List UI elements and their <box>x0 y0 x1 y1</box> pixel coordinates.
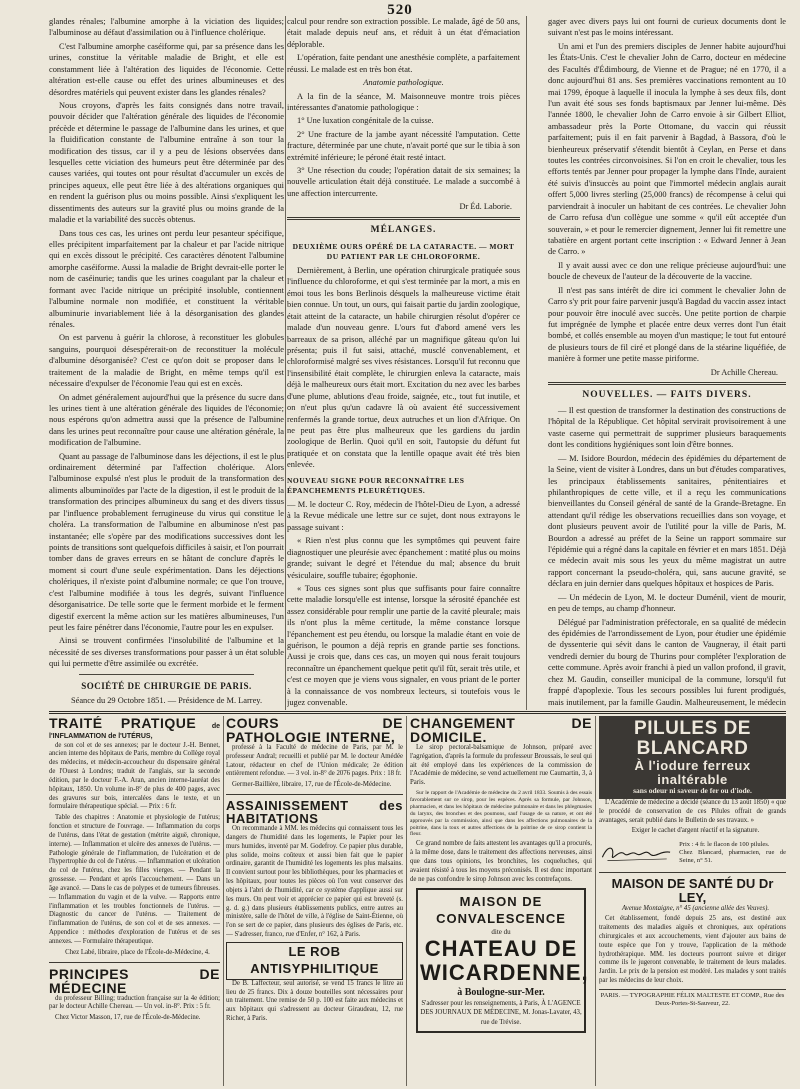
section-title: MÉLANGES. <box>370 224 437 235</box>
paragraph: Chez Victor Masson, 17, rue de l'École-de-Médecine. <box>55 1014 201 1022</box>
paragraph: 2° Une fracture de la jambe ayant nécessité l'amputation. Cette fracture, déterminée par une chute, n'avait porté que sur le tibia à son extrémité inférieure; le péroné était resté intact. <box>287 129 520 162</box>
price-block <box>679 841 786 866</box>
signature-text: Dr Achille Chereau. <box>710 367 778 377</box>
paragraph: Dans tous ces cas, les urines ont perdu leur pesanteur spécifique, elles précipitent imparfaitement par la chaleur et par l'acide nitrique qui en excès dissout le précipité. Ces caractères dénotent l'albumine amorphe caséiforme. Aussi la maladie de Bright devrait-elle porter le nom de caséinurie; tandis que les urines coagulant par la chaleur et formant avec l'acide nitrique un précipité insoluble, contiennent l'albumine normale non modifiée, et constituent la véritable albuminurie invariablement liée à la désorganisation des glandes rénales. <box>49 228 284 329</box>
price-text: Prix : 4 fr. le flacon de 100 pilules. <box>679 840 770 848</box>
paragraph: Dernièrement, à Berlin, une opération chirurgicale pratiquée sous l'influence du chloroforme, et qui s'est terminée par la mort, a mis en émoi tous les bons Berlinois désquels la malheureuse victime était bien connue. Un tout, un ours, qui faisait partie du jardin zoologique, était atteint de la cataracte, un habile chirurgien résolut d'opérer ce malade d'un nouveau genre. L'ours fut d'abord amené vers les barreaux de sa prison, alléché par un magnifique gâteau qu'on lui présenta; puis il fut saisi, attaché, musclé convenablement, et chloroformisé malgré ses vives résistances. Lorsqu'il fut reconnu que l'insensibilité était complète, le chirurgien enleva la cataracte, mais déjà le malheureux ours était mort. Excitation du nez avec les barbes d'une plume, ablutions d'eau froide, saignée, etc., tout fut inutile, et on n'eut plus qu'un cadavre là où avaient été successivement renfermés la grande tortue, deux autruches et un lion d'Afrique. On ne peut pas être plus malheureux que les gardiens du jardin zoologique de Berlin. Quoi qu'il en soit, l'autopsie du défunt fut pratiquée et on constata que la lentille opaque avait été très bien enlevée. <box>287 266 520 470</box>
paragraph: — Un médecin de Lyon, M. le docteur Duménil, vient de mourir, en peu de temps, au champ d'honneur. <box>548 592 786 614</box>
page-number: 520 <box>387 2 413 18</box>
column-rule <box>223 716 224 1086</box>
paragraph: Un ami et l'un des premiers disciples de Jenner habite aujourd'hui les États-Unis. C'est le chevalier John de Carro, docteur en médecine des Facultés d'Édimbourg, de Vienne et de Prague; né en 1770, il a donc aujourd'hui 81 ans. Ses premières vaccinations remontent au 10 mai 1799, époque à laquelle il inocula la lymphe à ses deux fils, dont l'un avait été sous ses fonds baptismaux par Jenner lui-même. Dès l'année 1800, le chevalier John de Carro envoie à sir Gilbert Elliot, ambassadeur près la Porte Ottomane, du vaccin qui réussit parfaitement; puis il en fait parvenir à Bagdad, à Bassora, d'où le bienheureux préservatif s'étendit bientôt à Ceylan, en Perse et dans toutes les contrées circonvoisines. Si l'on en croit le chevalier, tous les efforts tentés par Jenner pour propager la lymphe dans l'Inde, auraient été suivis d'insuccès au point que l'immortel médecin anglais aurait offert 5,000 livres sterling (25,000 francs) de récompense à celui qui parviendrait à inoculer un habitant de ces contrées. Le chevalier John de Carro refusa d'un collègue une somme « qu'il eût acceptée d'un souverain, » et pour le remercier dignement, Jenner lui fit remettre une tabatière en argent portant cette inscription : « Edward Jenner à Jean de Carro. » <box>548 41 786 257</box>
section-title: SOCIÉTÉ DE CHIRURGIE DE PARIS. <box>81 680 252 691</box>
paragraph: De B. Laffecteur, seul autorisé, se vend 15 francs le litre au lieu de 25 francs. Dix à douze bouteilles sont nécessaires pour un traitement. Une remise de 50 p. 100 est faite aux médecins et aux hôpitaux qui s'adressent au docteur Giraudeau, 12, rue Richer, à Paris. <box>226 979 403 1022</box>
ad-title: CHANGEMENT DE DOMICILE. <box>410 716 592 745</box>
ad-title-row <box>49 716 220 742</box>
ad-box-line: à Boulogne-sur-Mer. <box>457 986 545 998</box>
paragraph: Table des chapitres : Anatomie et physiologie de l'utérus; fonction et structure de l'ouvrage. — Inflammation du corps de l'utérus, dans l'état de gestation (métrite aiguë, chronique, interne). — Inflammation et ulcère des annexes de l'utérus. — Pathologie générale de l'inflammation, de l'ulcération et de l'hypertrophie du col de l'utérus. — Inflammation et ulcération du col de l'utérus, chez les filles vierges. — Pendant la grossesse. — Pendant et après l'accouchement. — Dans un âge avancé. — Dans le cas de polypes et de tumeurs fibreuses. — Inflammation du vagin et de la vulve. — Rapports entre l'inflammation et les troubles fonctionnels de l'utérus. — Diagnostic du cancer de l'utérus. — Traitement de l'inflammation de l'utérus, de son col et de ses annexes. — Appendice : méthodes d'exploration de l'utérus et de ses annexes. — Formulaire thérapeutique. <box>49 814 220 945</box>
paragraph: Le sirop pectoral-balsamique de Johnson, préparé avec l'agrégation, d'après la formule du professeur Broussais, le seul qui ait été employé dans les expériences de la commission de l'Académie de médecine, se vend actuellement rue Caumartin, 3, à Paris. <box>410 744 592 787</box>
ad-headline: À l'iodure ferreux inaltérable <box>634 757 751 787</box>
separator <box>226 794 403 795</box>
paragraph: L'Académie de médecine a décidé (séance du 13 août 1850) « que le procédé de conservation de ces Pilules offrait de grands avantages, serait publié dans le Bulletin de ses travaux. » <box>599 798 786 824</box>
paragraph: A la fin de la séance, M. Maisonneuve montre trois pièces intéressantes d'anatomie pathologique : <box>287 91 520 112</box>
paragraph: Il n'est pas sans intérêt de dire ici comment le chevalier John de Carro s'y prit pour faire parvenir jusqu'à Bagdad du vaccin assez intact pour pouvoir être inoculé avec succès. Une petite portion de charpie fut imprégnée de lymphe et placée entre deux verres dont l'un était bombé, et collés ensemble au moyen d'un mastique; le tout fut entouré de plusieurs tours de fil ciré et plongé dans de la stéarine liquéfiée, de manière à former une petite masse piriforme. <box>548 285 786 364</box>
paragraph: Quant au passage de l'albuminose dans les déjections, il est le plus ordinairement déterminé par l'affection cholérique. Alors l'albuminose expulsé n'est plus le produit de la transformation des aliments albuminoïdes par l'acte de la digestion, il est le produit de la transformation des principes albumineux du sang et des divers tissus par l'influence probablement ferrugineuse du virus qui constitue le choléra. La transformation de l'albumine en albuminose n'est pas instantanée; elle s'opère par des modifications successives dont les points de transitions sont quelquefois difficiles à saisir, et l'on pourrait tomber dans de graves erreurs en se hâtant de conclure d'après le moment si court d'une seule expérimentation. Dans les déjections cholériques, il n'existe point d'albumine normale; ce que l'on trouve, c'est l'albumine modifiée à tous les degrés, suivant l'influence désorganisatrice. De telle sorte que le ferment morbide et le ferment digestif exercent la même action sur les matières albumineuses, l'un peut les faire pénétrer dans l'économie, l'autre pour les en expulser. <box>49 451 284 632</box>
signature-text: Dr Éd. Laborie. <box>459 202 512 212</box>
paragraph: Ainsi se trouvent confirmées l'insolubilité de l'albumine et la nécessité de ses diverses transformations pour passer à un état soluble qui lui permette d'être assimilée ou excrétée. <box>49 636 284 669</box>
column-rule <box>526 16 527 710</box>
paragraph: Délégué par l'administration préfectorale, en sa qualité de médecin des épidémies de l'arrondissement de Lyon, pour étudier une épidémie de dyssenterie qui sévit dans le canton de Vaugneray, il était parti vendredi dernier du bourg de Thurins pour compléter l'exploration de cette commune. Après avoir franchi à pied un vallon profond, il gravit, chez M. Gaudin, conseiller municipal de la commune, lorsqu'il fut frappé d'apoplexie. Tous les secours possibles lui furent prodigués, mais inutilement, par la famille Gaudin. Malheureusement, le médecin <box>548 617 786 707</box>
paragraph: — M. Isidore Bourdon, médecin des épidémies du département de la Seine, vient de visiter à Londres, dans un but d'études comparatives, les principaux établissements sanitaires, pénitentiaires et philanthropiques de cette ville, et il a reçu les communications bienveillantes du Conseil général de santé de la Grande-Bretagne. En attendant qu'il rédige les observations recueillies dans son voyage, et dont plusieurs peuvent avoir de l'utilité pour la ville de Paris, M. Bourdon a adressé au préfet de la Seine un rapport sommaire sur l'épidémie qui a régné dans la capitale en février et en mars 1851. Déjà ce médecin avait mis sous les yeux du même magistrat un autre rapport concernant la pseudo-choléra, qui, sans aucune gravité, se déclara en juin dernier dans quelques hôpitaux et hospices de Paris. <box>548 453 786 589</box>
separator <box>49 962 220 963</box>
ad-title: PRINCIPES DE MÉDECINE <box>49 965 220 996</box>
column-rule <box>595 716 596 1086</box>
separator <box>599 872 786 873</box>
section-subtitle: Séance du 29 Octobre 1851. — Présidence de M. Larrey. <box>70 695 263 705</box>
ad-address: Avenue Montaigne, n° 45 (ancienne allée des Veuves). <box>621 904 770 912</box>
ad-subtitle: sans odeur ni saveur de fer ou d'iode. <box>633 786 752 796</box>
paragraph: calcul pour rendre son extraction possible. Le malade, âgé de 50 ans, était malade depuis neuf ans, et réduit à un état d'émaciation déplorable. <box>287 17 520 49</box>
paragraph: On est parvenu à guérir la chlorose, à reconstituer les globules sanguins, pourquoi désespérerait-on de reconstituer la molécule d'albumine désorganisée? C'est ce qu'on doit se proposer dans le traitement de la maladie de Bright, en même temps qu'il est nécessaire d'expulser de l'économie l'eau qui est en excès. <box>49 333 284 389</box>
separator <box>79 674 254 675</box>
ad-title: TRAITÉ PRATIQUE <box>49 716 197 731</box>
separator <box>287 217 520 220</box>
column-2 <box>287 16 520 708</box>
paragraph: — Il est question de transformer la destination des constructions de l'hôpital de la République. Cet hôpital servirait provisoirement à une vaste caserne qui permettrait de supprimer plusieurs baraquements dont les conditions hygiéniques sont loin d'être bonnes. <box>548 405 786 450</box>
paragraph: On recommande à MM. les médecins qui connaissent tous les dangers de l'humidité dans les logements, le Papier pour les murs humides, inventé par M. Godefroy. Ce papier plus durable, plus solide, moins coûteux et aussi bien fait que le papier ordinaire, garantit de l'humidité les logements les plus malsains. Il convient surtout pour les bibliothèques, pour les pharmacies et les hôpitaux, pour toutes les pièces où l'on veut conserver des objets à l'abri de l'humidité, car ce système d'applique aussi sur les murs. On peut voir et apprécier ce papier qui est breveté (s. g. d. g.) dans plusieurs établissements publics, entre autres au ministère, salle de l'hôtel de ville, à l'église de Saint-Étienne, où l'on se sert de ce papier, dans plusieurs des églises de Paris, etc. — S'adresser, franco, rue d'Enfer, n° 162, à Paris. <box>226 825 403 939</box>
paragraph: du professeur Billing; traduction française sur la 4e édition; par le docteur Achille Chereau. — Un vol. in-8°. Prix : 5 fr. <box>49 994 220 1011</box>
paragraph: C'est l'albumine amorphe caséiforme qui, par sa présence dans les urines, constitue la véritable maladie de Bright, et elle est constamment liée à l'altération des liquides de l'économie. Cette altération est-elle cause ou effet des urines albumineuses et des désordres matériels qui peuvent exister dans les glandes rénales? <box>49 41 284 97</box>
paragraph: 3° Une résection du coude; l'opération datait de six semaines; la nouvelle articulation était déjà constituée. Le malade a succombé à une affection intercurrente. <box>287 166 520 198</box>
signature-row <box>599 838 786 868</box>
convalescence-ad-box <box>416 888 589 1033</box>
article-title: NOUVEAU SIGNE POUR RECONNAÎTRE LES ÉPANCHEMENTS PLEURÉTIQUES. <box>287 475 465 495</box>
printer-imprint: PARIS. — TYPOGRAPHIE FÉLIX MALTESTE ET COMP., Rue des Deux-Portes-St-Sauveur, 22. <box>599 989 786 1009</box>
article-title: DEUXIÈME OURS OPÉRÉ DE LA CATARACTE. — MORT DU PATIENT PAR LE CHLOROFORME. <box>292 241 515 261</box>
paragraph: « Tous ces signes sont plus que suffisants pour faire connaître cette maladie lorsqu'elle est intense, lorsque la sérosité épanchée est assez considérable pour remplir une partie de la cavité pleurale; mais ils n'ont plus la même certitude, la même constance lorsque l'épanchement est peu étendu, ou lorsque la maladie étant en voie de guérison, le poumon a déjà repris en grande partie ses fonctions. Aussi je crois que, dans ces cas, un moyen qui nous ferait toujours reconnaître un épanchement quelque petit qu'il fût, serait très utile, et c'est ce moyen que je viens vous signaler, en vous priant de le porter à la connaissance de vos nombreux lecteurs, si toutefois vous le jugez convenable. <box>287 583 520 708</box>
paragraph: professé à la Faculté de médecine de Paris, par M. le professeur Andral; recueilli et publié par M. le docteur Amédée Latour, rédacteur en chef de l'Union médicale; 2e édition entièrement refondue. — 3 vol. in-8° de 2076 pages. Prix : 18 fr. <box>226 744 403 778</box>
ad-title: MAISON DE SANTÉ DU Dr LEY, <box>611 876 774 905</box>
ad-box-line: MAISON DE CONVALESCENCE <box>436 894 566 927</box>
paragraph: Cet établissement, fondé depuis 25 ans, est destiné aux traitements des maladies aiguës et chroniques, aux opérations chirurgicales et aux accouchements, vient d'ajouter aux bains de toute espèce que l'on y trouve, l'application de la méthode hydrothérapique. MM. les docteurs pourront suivre et diriger comme ils le jugeront convenable, le traitement de leurs malades. Jardin. Le prix de la pension est modéré. Les malades y sont traités par les médecins de leur choix. <box>599 915 786 985</box>
blancard-signature-image <box>599 840 675 866</box>
ad-title-box: LE ROB ANTISYPHILITIQUE <box>226 942 403 980</box>
address-text: Chez Blancard, pharmacien, rue de Seine, n° 51. <box>679 849 786 865</box>
ad-title: ASSAINISSEMENT des HABITATIONS <box>226 798 403 827</box>
paragraph: Germer-Baillière, libraire, 17, rue de l'École-de-Médecine. <box>232 781 392 789</box>
paragraph: Exiger le cachet d'argent réactif et la signature. <box>631 827 760 835</box>
paragraph: Ce grand nombre de faits attestent les avantages qu'il a procurés, à la même dose, dans le traitement des affections nerveuses, ainsi que dans tous opinions, les bronchites, les coqueluches, qui avaient résisté à tous les moyens préconisés. Il est donc important de ne pas confondre le sirop Johnson avec les contrefaçons. <box>410 840 592 883</box>
column-1 <box>49 16 284 708</box>
section-title: NOUVELLES. — FAITS DIVERS. <box>582 390 752 401</box>
ads-column-3 <box>410 716 592 1086</box>
paragraph: glandes rénales; l'albumine amorphe à la viciation des liquides; l'albuminose au défaut d'assimilation ou à l'influence cholérique. <box>49 17 284 38</box>
paragraph: Chez Labé, libraire, place de l'École-de-Médecine, 4. <box>65 948 210 956</box>
paragraph: On admet généralement aujourd'hui que la présence du sucre dans les urines tient à une altération générale des liquides de l'économie; nous espérons qu'on admettra aussi que la présence de l'albumine dans les urines peut reconnaître pour cause une altération générale, la modification de l'albumine. <box>49 392 284 448</box>
ad-title-suffix: de l'INFLAMMATION de l'UTÉRUS, <box>49 723 220 740</box>
paragraph: Nous croyons, d'après les faits consignés dans notre travail, pouvoir décider que l'altération générale des liquides de l'économie précède et détermine le passage de l'albumine dans les urines, et que la fluidification constante de l'albumine entraîne à son tour la modification des tissus, car il y a peu de lésions observées dans lesquelles cette viciation des humeurs peut être déterminée par des causes variées, qui toutes ont pour résultat d'accumuler un excès de principes aqueux, elle peut être liée à des altérations organiques qui en rendent la guérison plus ou moins possible. Ainsi s'expliquent les dissentiments des auteurs sur la gravité plus ou moins grande de la maladie et la variabilité des succès obtenus. <box>49 100 284 225</box>
ads-column-1 <box>49 716 220 1086</box>
paragraph: L'opération, faite pendant une anesthésie complète, a parfaitement réussi. Le malade est en très bon état. <box>287 53 520 74</box>
paragraph: — M. le docteur C. Roy, médecin de l'hôtel-Dieu de Lyon, a adressé à la Revue médicale une lettre sur ce sujet, dont nous extrayons le passage suivant : <box>287 500 520 532</box>
subsection-title: Anatomie pathologique. <box>363 78 444 88</box>
column-rule <box>285 16 286 710</box>
ads-column-2 <box>226 716 403 1086</box>
separator <box>548 382 786 385</box>
paragraph: de son col et de ses annexes; par le docteur J.-H. Bennet, ancien interne des hôpitaux de Paris, membre du Collège royal des médecins, et médecin-accoucheur du dispensaire général de l'Ouest à Londres; traduit de l'anglais, sur la seconde édition, par le docteur F.-A. Aran, ancien interne-lauréat des hôpitaux, 1850. Un volume in-8° de plus de 400 pages, avec des gravures sur bois, intercalées dans le texte, et un formulaire thérapeutique spécial. — Prix : 6 fr. <box>49 741 220 811</box>
column-3 <box>548 16 786 708</box>
ad-box-line: S'adresser pour les renseignements, à Paris, À L'AGENCE DES JOURNAUX DE MÉDECINE, M. Jonas-Lavater, 43, rue de Trévise. <box>420 999 582 1026</box>
paragraph: Il y avait aussi avec ce don une relique précieuse aujourd'hui: une boucle de cheveux de l'auteur de la découverte de la vaccine. <box>548 260 786 282</box>
ad-headline: PILULES DE BLANCARD <box>634 718 751 759</box>
advert-divider <box>49 711 786 714</box>
ad-box-line: dite du <box>491 928 511 937</box>
paragraph: gager avec divers pays lui ont fourni de curieux documents dont le suivant n'est pas le moins intéressant. <box>548 17 786 38</box>
paragraph: Sur le rapport de l'Académie de médecine du 2 avril 1833. Soumis à des essais favorablement sur ce sirop, pour les espèces. Après sa formule, par Johnson, pharmacien, et dans les hôpitaux de médecine pulmonaire et dans les phlegmasies du larynx, des bronches et des poumons, sauf l'usage de sa nature, et ont été approuvés par la commission, ainsi que dans les affections pulmonaires de la poitrine, dans la toux et autres affections de la poitrine de ce sirop contient la fleur. <box>410 790 592 838</box>
blancard-ad-banner <box>599 716 786 799</box>
ads-column-4 <box>599 716 786 1086</box>
ad-box-headline: CHATEAU DE WICARDENNE, <box>420 936 589 986</box>
paragraph: « Rien n'est plus connu que les symptômes qui peuvent faire diagnostiquer une pleurésie avec épanchement : matité plus ou moins grande; suivant le degré et l'étendue du mal; absence du bruit vésiculaire, souffle tubaire; égophonie. <box>287 536 520 580</box>
paragraph: 1° Une luxation congénitale de la cuisse. <box>297 116 434 126</box>
ad-title: COURS DE PATHOLOGIE INTERNE, <box>226 716 403 745</box>
column-rule <box>406 716 407 1086</box>
